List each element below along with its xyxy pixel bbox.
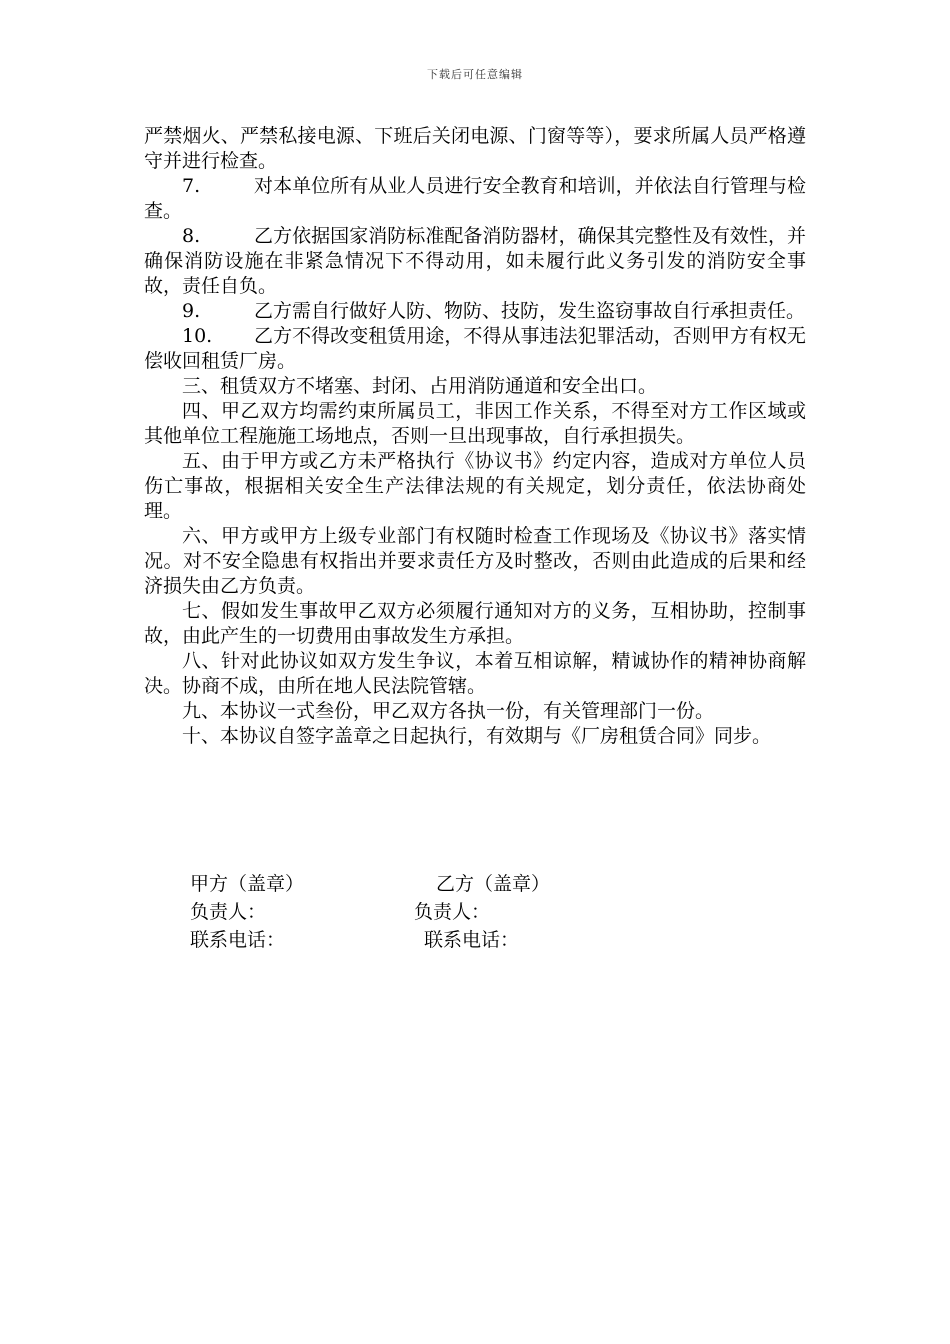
paragraph-text: 乙方需自行做好人防、物防、技防，发生盗窃事故自行承担责任。 (254, 300, 806, 322)
signature-seal-row (190, 870, 790, 898)
item-number: 9. (182, 300, 201, 322)
party-a-seal-label: 甲方（盖章） (190, 873, 305, 895)
paragraph-item-9 (144, 299, 806, 324)
party-b-person-label: 负责人： (414, 901, 491, 923)
item-number: 10. (182, 325, 213, 347)
paragraph-section-10: 十、本协议自签字盖章之日起执行，有效期与《厂房租赁合同》同步。 (182, 725, 772, 747)
party-a-person-label: 负责人： (190, 901, 267, 923)
paragraph-section-3: 三、租赁双方不堵塞、封闭、占用消防通道和安全出口。 (182, 375, 658, 397)
signature-phone-row (190, 926, 790, 954)
paragraph-section-9: 九、本协议一式叁份，甲乙双方各执一份，有关管理部门一份。 (182, 700, 715, 722)
paragraph-item-7 (144, 174, 806, 224)
header-note: 下载后可任意编辑 (427, 68, 523, 81)
party-a-phone-label: 联系电话： (190, 929, 286, 951)
paragraph-section-5: 五、由于甲方或乙方未严格执行《协议书》约定内容，造成对方单位人员伤亡事故，根据相关安全生产法律法规的有关规定，划分责任，依法协商处理。 (144, 450, 806, 522)
paragraph-text: 严禁烟火、严禁私接电源、下班后关闭电源、门窗等等），要求所属人员严格遵守并进行检查。 (144, 125, 806, 172)
paragraph-section-8: 八、针对此协议如双方发生争议，本着互相谅解，精诚协作的精神协商解决。协商不成，由所在地人民法院管辖。 (144, 650, 806, 697)
agreement-body (144, 124, 806, 749)
signature-block (190, 870, 790, 954)
item-number: 8. (182, 225, 201, 247)
paragraph-text: 乙方依据国家消防标准配备消防器材，确保其完整性及有效性，并确保消防设施在非紧急情况下不得动用，如未履行此义务引发的消防安全事故，责任自负。 (144, 225, 806, 297)
party-b-seal-label: 乙方（盖章） (436, 873, 551, 895)
paragraph-section-6: 六、甲方或甲方上级专业部门有权随时检查工作现场及《协议书》落实情况。对不安全隐患有权指出并要求责任方及时整改，否则由此造成的后果和经济损失由乙方负责。 (144, 525, 806, 597)
paragraph-section-4: 四、甲乙双方均需约束所属员工，非因工作关系，不得至对方工作区域或其他单位工程施施工场地点，否则一旦出现事故，自行承担损失。 (144, 400, 806, 447)
party-b-phone-label: 联系电话： (424, 929, 520, 951)
paragraph-text: 乙方不得改变租赁用途，不得从事违法犯罪活动，否则甲方有权无偿收回租赁厂房。 (144, 325, 806, 372)
paragraph-item-10 (144, 324, 806, 374)
paragraph-text: 对本单位所有从业人员进行安全教育和培训，并依法自行管理与检查。 (144, 175, 806, 222)
paragraph-item-8 (144, 224, 806, 299)
paragraph-continuation (144, 124, 806, 174)
paragraph-section-7: 七、假如发生事故甲乙双方必须履行通知对方的义务，互相协助，控制事故，由此产生的一切费用由事故发生方承担。 (144, 600, 806, 647)
signature-person-row (190, 898, 790, 926)
item-number: 7. (182, 175, 201, 197)
